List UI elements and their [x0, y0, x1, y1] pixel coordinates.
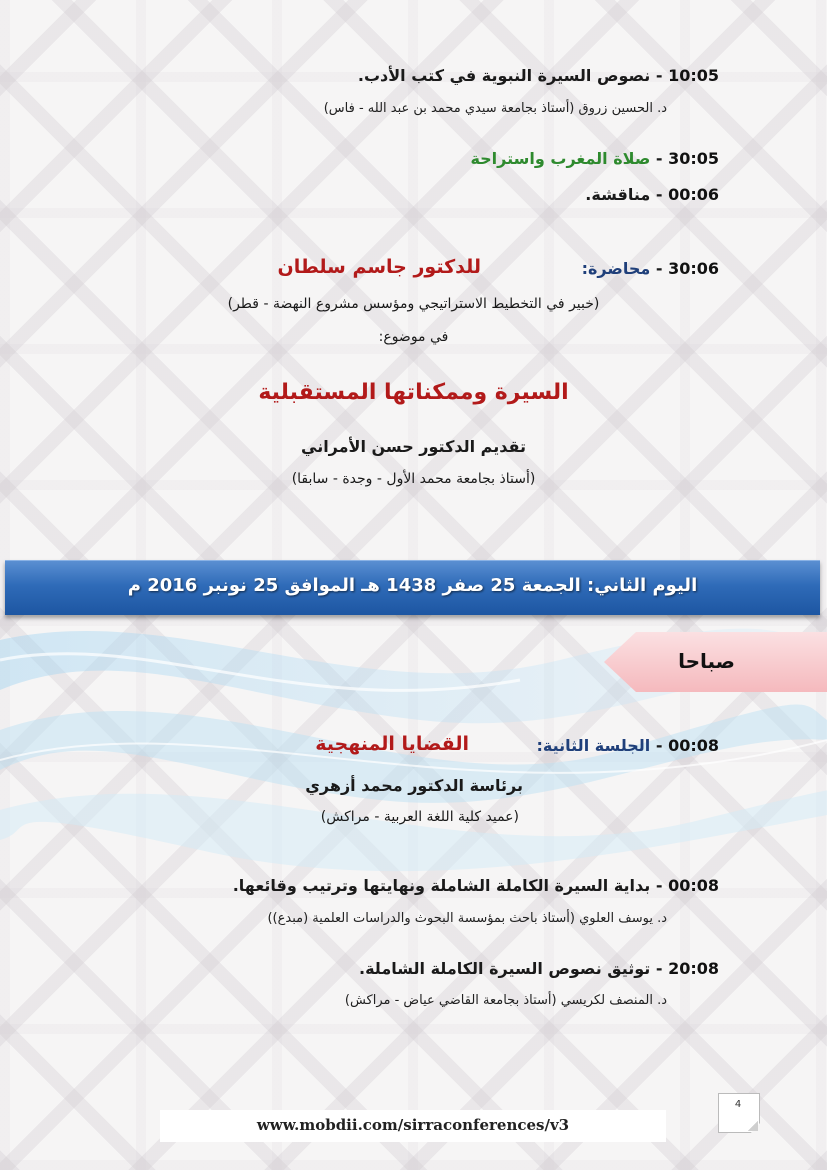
- day-banner: [5, 560, 820, 615]
- item-title: مناقشة.: [585, 185, 651, 204]
- item-time: 30:05: [668, 149, 719, 168]
- lecture-topic: السيرة وممكناتها المستقبلية: [258, 380, 569, 405]
- item-title: صلاة المغرب واستراحة: [470, 149, 651, 168]
- morning-tab-label: صباحا: [678, 649, 735, 673]
- item-time: 20:08: [668, 959, 719, 978]
- program-item: 30:05 - صلاة المغرب واستراحة: [470, 149, 719, 168]
- session-chair: برئاسة الدكتور محمد أزهري: [305, 776, 523, 795]
- session-label: الجلسة الثانية:: [536, 736, 651, 755]
- presenter-description: (أستاذ بجامعة محمد الأول - وجدة - سابقا): [291, 471, 536, 487]
- item-time: 00:06: [668, 185, 719, 204]
- program-item: 00:06 - مناقشة.: [585, 185, 719, 204]
- program-item: 20:08 - توثيق نصوص السيرة الكاملة الشاملة.: [359, 959, 719, 978]
- item-title: بداية السيرة الكاملة الشاملة ونهايتها وترتيب وقائعها.: [232, 876, 651, 895]
- lecture-time: 30:06: [668, 259, 719, 278]
- session-time: 00:08: [668, 736, 719, 755]
- session-header: 00:08 - الجلسة الثانية:: [536, 736, 719, 755]
- program-item: 10:05 - نصوص السيرة النبوية في كتب الأدب.: [357, 66, 719, 85]
- item-speaker: د. الحسين زروق (أستاذ بجامعة سيدي محمد بن عبد الله - فاس): [323, 101, 667, 116]
- lecturer-name: للدكتور جاسم سلطان: [277, 256, 481, 278]
- lecture-header: 30:06 - محاضرة:: [581, 259, 719, 278]
- lecture-label: محاضرة:: [581, 259, 651, 278]
- item-speaker: د. يوسف العلوي (أستاذ باحث بمؤسسة البحوث والدراسات العلمية (مبدع)): [267, 911, 667, 926]
- session-chair-description: (عميد كلية اللغة العربية - مراكش): [320, 809, 519, 825]
- item-time: 00:08: [668, 876, 719, 895]
- item-time: 10:05: [668, 66, 719, 85]
- item-title: نصوص السيرة النبوية في كتب الأدب.: [357, 66, 651, 85]
- session-theme: القضايا المنهجية: [315, 733, 469, 755]
- item-speaker: د. المنصف لكريسي (أستاذ بجامعة القاضي عياض - مراكش): [344, 993, 667, 1008]
- page-fold-icon: [748, 1121, 758, 1131]
- lecturer-description: (خبير في التخطيط الاستراتيجي ومؤسس مشروع النهضة - قطر): [227, 296, 600, 312]
- item-title: توثيق نصوص السيرة الكاملة الشاملة.: [359, 959, 651, 978]
- day-banner-text: اليوم الثاني: الجمعة 25 صفر 1438 هـ الموافق 25 نونبر 2016 م: [127, 575, 698, 596]
- program-item: 00:08 - بداية السيرة الكاملة الشاملة ونهايتها وترتيب وقائعها.: [232, 876, 719, 895]
- presenter-name: تقديم الدكتور حسن الأمراني: [301, 437, 526, 456]
- footer-url[interactable]: www.mobdii.com/sirraconferences/v3: [256, 1116, 570, 1134]
- topic-label: في موضوع:: [378, 329, 449, 345]
- page-number: 4: [734, 1099, 742, 1110]
